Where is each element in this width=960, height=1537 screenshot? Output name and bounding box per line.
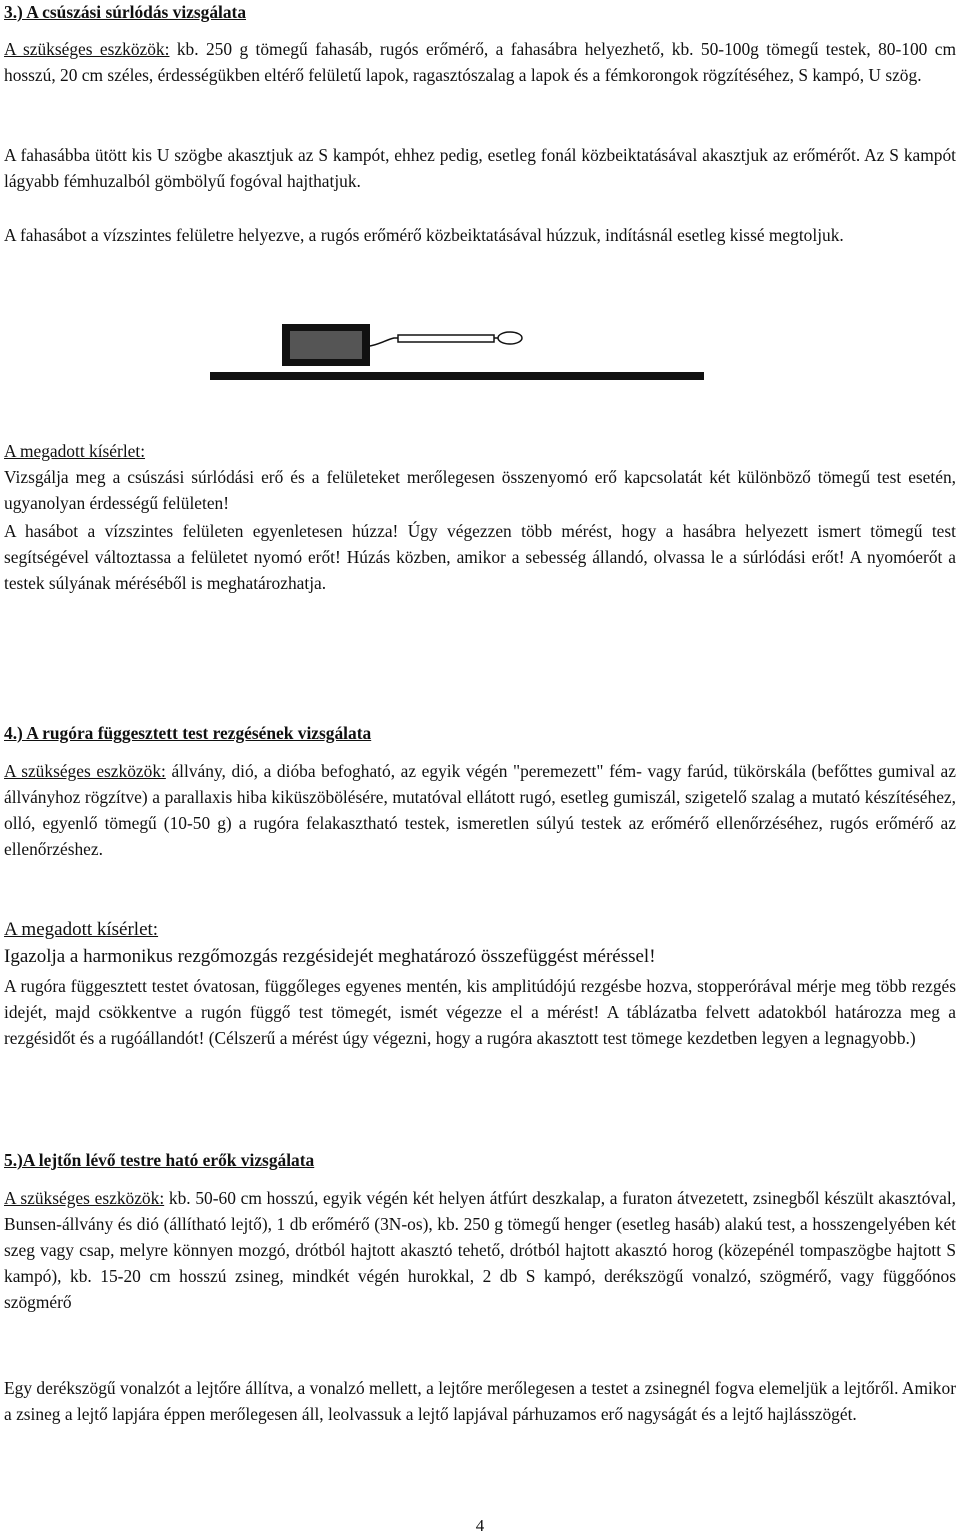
section-3-paragraph-1: A fahasábba ütött kis U szögbe akasztjuk az S kampót, ehhez pedig, esetleg fonál közbeiktatásával akasztjuk az erőmérőt. Az S kampót lágyabb fémhuzalból gömbölyű fogóval hajthatjuk. — [4, 145, 956, 191]
section-5-title: 5.)A lejtőn lévő testre ható erők vizsgálata — [4, 1150, 315, 1170]
section-4-tools: A szükséges eszközök: állvány, dió, a dióba befogható, az egyik végén "peremezett" fém- vagy farúd, tükörskála (befőttes gumival az állványhoz rögzítve) a parallaxis hiba kiküszöbölésére, mutatóval ellátott rugó, esetleg gumiszál, szigetelő szalag a mutató készítéséhez, olló, egyenlő tömegű (10-50 g) a rugóra felakasztható testek, ismeretlen súlyú testek az erőmérő ellenőrzéséhez, rugós erőmérő az ellenőrzéshez. — [4, 761, 956, 859]
section-3-title: 3.) A csúszási súrlódás vizsgálata — [4, 2, 247, 22]
page-number: 4 — [475, 1516, 485, 1535]
section-3-tools — [4, 36, 956, 88]
tools-text: kb. 250 g tömegű fahasáb, rugós erőmérő, a fahasábra helyezhető, kb. 50-100g tömegű testek, 80-100 cm hosszú, 20 cm széles, érdességükben eltérő felületű lapok, ragasztószalag a lapok és a fémkorongok rögzítéséhez, S kampó, U szög. — [4, 39, 957, 85]
section-5-tools: A szükséges eszközök: kb. 50-60 cm hosszú, egyik végén két helyen átfúrt deszkalap, a furaton átvezetett, zsinegből készült akasztóval, Bunsen-állvány és dió (állítható lejtő), 1 db erőmérő (3N-os), kb. 250 g tömegű henger (esetleg hasáb) alakú test, a hosszengelyében két szeg vagy csap, melyre könnyen mozgó, drótból hajtott akasztó tehető, drótból hajtott akasztó horog (közepénél tompaszögbe hajtott S kampó), kb. 15-20 cm hosszú zsineg, mindkét végén hurokkal, 2 db S kampó, derékszögű vonalzó, szögmérő, vagy függőónos szögmérő — [4, 1188, 956, 1312]
horizontal-surface — [210, 372, 704, 380]
friction-setup-illustration — [200, 318, 720, 388]
spring-scale-ring — [498, 332, 522, 344]
section-3-experiment-text: Vizsgálja meg a csúszási súrlódási erő és a felületeket merőlegesen összenyomó erő kapcsolatát két különböző tömegű test esetén, ugyanolyan érdességű felületen! — [4, 467, 956, 513]
tools-label: A szükséges eszközök: — [4, 39, 170, 59]
section-4-experiment-title: Igazolja a harmonikus rezgőmozgás rezgésidejét meghatározó összefüggést méréssel! — [4, 946, 656, 967]
section-3-experiment-instructions: A hasábot a vízszintes felületen egyenletesen húzza! Úgy végezzen több mérést, hogy a hasábra helyezett ismert tömegű test segítségével változtassa a felületet nyomó erőt! Húzás közben, amikor a sebesség állandó, olvassa le a súrlódási erőt! A nyomóerőt a testek súlyának méréséből is meghatározhatja. — [4, 521, 956, 593]
spring-scale-body — [398, 335, 494, 342]
section-4-experiment-text: A rugóra függesztett testet óvatosan, függőleges egyenes mentén, kis amplitúdójú rezgésbe hozva, stopperórával mérje meg több rezgés idejét, majd csökkentve a rugón függő test tömegét, ismét végezze el a mérést! A táblázatba felvett adatokból határozza meg a rezgésidőt és a rugóállandót! (Célszerű a mérést úgy végezni, hogy a rugóra akasztott test tömege kezdetben legyen a legnagyobb.) — [4, 976, 956, 1048]
wooden-block-face — [290, 331, 362, 359]
section-5-paragraph-1: Egy derékszögű vonalzót a lejtőre állítva, a vonalzó mellett, a lejtőre merőlegesen a testet a zsinegnél fogva elemeljük a lejtőről. Amikor a zsineg a lejtő lapjára éppen merőlegesen áll, leolvassuk a lejtő lapjával párhuzamos erő nagyságát és a lejtő hajlásszögét. — [4, 1378, 956, 1424]
section-4-title: 4.) A rugóra függesztett test rezgésének vizsgálata — [4, 723, 372, 743]
section-4-experiment-label: A megadott kísérlet: — [4, 919, 159, 940]
hook-wire — [370, 338, 400, 346]
section-3-experiment-label: A megadott kísérlet: — [4, 441, 146, 461]
section-3-paragraph-2: A fahasábot a vízszintes felületre helyezve, a rugós erőmérő közbeiktatásával húzzuk, indításnál esetleg kissé megtoljuk. — [4, 225, 844, 245]
